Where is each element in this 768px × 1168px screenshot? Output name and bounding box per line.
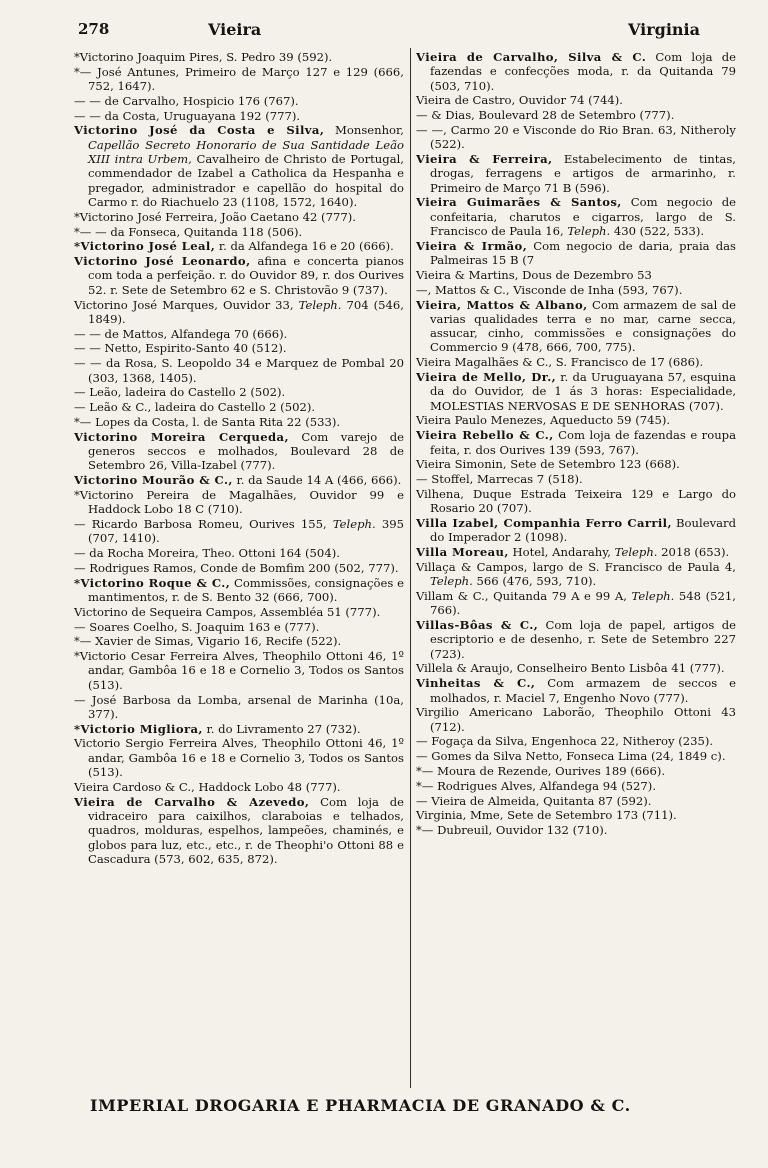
directory-entry bbox=[416, 661, 736, 675]
entry-text: Victorino de Sequeira Campos, Assembléa 51 (777). bbox=[74, 604, 381, 619]
directory-entry bbox=[74, 50, 404, 64]
directory-entry bbox=[416, 457, 736, 471]
entry-name: Vinheitas & C., bbox=[416, 676, 536, 691]
directory-entry bbox=[416, 823, 736, 837]
directory-entry bbox=[416, 472, 736, 486]
entry-text: Teleph. bbox=[614, 545, 658, 560]
entry-text: r. do Livramento 27 (732). bbox=[202, 721, 361, 736]
directory-entry bbox=[74, 327, 404, 341]
entry-name: Vieira Rebello & C., bbox=[416, 428, 554, 443]
entry-name: *Victorio Migliora, bbox=[74, 721, 203, 736]
entry-text: 566 (476, 593, 710). bbox=[472, 574, 597, 589]
entry-text: r. da Alfandega 16 e 20 (666). bbox=[215, 239, 394, 254]
directory-entry bbox=[416, 283, 736, 297]
directory-entry bbox=[74, 473, 404, 487]
entry-text: Com varejo de generos seccos e molhados, Boulevard 28 de Setembro 26, Villa-Izabel (777). bbox=[88, 429, 405, 473]
entry-name: Vieira, Mattos & Albano, bbox=[416, 297, 588, 312]
entry-text: Monsenhor, bbox=[324, 123, 404, 138]
directory-entry bbox=[416, 487, 736, 516]
directory-entry bbox=[74, 605, 404, 619]
directory-entry bbox=[74, 517, 404, 546]
entry-name: Villas-Bôas & C., bbox=[416, 618, 539, 633]
directory-entry bbox=[416, 370, 736, 413]
directory-entry bbox=[74, 546, 404, 560]
entry-name: Victorino José da Costa e Silva, bbox=[74, 123, 325, 138]
directory-entry bbox=[416, 428, 736, 457]
entry-name: *Victorino Roque & C., bbox=[74, 575, 231, 590]
directory-entry bbox=[74, 795, 404, 866]
entry-text: *— Dubreuil, Ouvidor 132 (710). bbox=[416, 823, 608, 838]
entry-name: Victorino José Leonardo, bbox=[74, 254, 251, 269]
entry-text: *— Rodrigues Alves, Alfandega 94 (527). bbox=[416, 778, 657, 793]
entry-text: r. da Uruguayana 57, esquina da do Ouvidor, de 1 ás 3 horas: Especialidade, MOLESTIAS NERVOSAS E DE SENHORAS (707). bbox=[430, 370, 737, 413]
entry-text: Vieira Cardoso & C., Haddock Lobo 48 (777). bbox=[74, 779, 341, 794]
entry-text: 548 (521, 766). bbox=[430, 588, 736, 618]
directory-entry bbox=[416, 560, 736, 589]
directory-entry bbox=[74, 722, 404, 736]
directory-entry bbox=[416, 195, 736, 238]
entry-name: Villa Moreau, bbox=[416, 545, 509, 560]
directory-entry bbox=[74, 254, 404, 297]
directory-entry bbox=[74, 649, 404, 692]
directory-entry bbox=[416, 705, 736, 734]
entry-name: Vieira & Ferreira, bbox=[416, 152, 553, 167]
entry-text: *Victorino Pereira de Magalhães, Ouvidor 99 e Haddock Lobo 18 C (710). bbox=[74, 487, 404, 517]
entry-text: — Soares Coelho, S. Joaquim 163 e (777). bbox=[74, 619, 320, 634]
entry-text: 2018 (653). bbox=[657, 545, 730, 560]
entry-text: — Ricardo Barbosa Romeu, Ourives 155, bbox=[74, 517, 333, 531]
entry-text: Victorino José Marques, Ouvidor 33, bbox=[74, 297, 299, 312]
entry-text: — Leão, ladeira do Castello 2 (502). bbox=[74, 385, 286, 400]
entry-text: — Stoffel, Marrecas 7 (518). bbox=[416, 472, 583, 487]
entry-text: *— Moura de Rezende, Ourives 189 (666). bbox=[416, 764, 666, 779]
page-header bbox=[78, 20, 740, 46]
directory-entry bbox=[416, 734, 736, 748]
directory-entry bbox=[416, 764, 736, 778]
entry-text: *— José Antunes, Primeiro de Março 127 e 129 (666, 752, 1647). bbox=[74, 64, 404, 94]
entry-name: Vieira de Mello, Dr., bbox=[416, 370, 557, 385]
entry-text: Teleph. bbox=[332, 517, 376, 531]
directory-entry bbox=[416, 108, 736, 122]
directory-entry bbox=[74, 488, 404, 517]
directory-entry bbox=[416, 676, 736, 705]
entry-text: — Gomes da Silva Netto, Fonseca Lima (24, 1849 c). bbox=[416, 749, 726, 764]
directory-entry bbox=[416, 239, 736, 268]
entry-text: Boulevard do Imperador 2 (1098). bbox=[430, 516, 737, 545]
directory-entry bbox=[74, 620, 404, 634]
entry-name: *Victorino José Leal, bbox=[74, 239, 216, 254]
directory-entry bbox=[416, 779, 736, 793]
entry-text: Teleph. bbox=[430, 574, 473, 589]
entry-text: Vieira Paulo Menezes, Aqueducto 59 (745). bbox=[416, 413, 671, 428]
entry-text: Com armazem de sal de varias qualidades terra e no mar, carne secca, assucar, cinho, commissões e consignações do Commercio 9 (478, 666, 700, 775). bbox=[430, 297, 737, 355]
entry-text: Villam & C., Quitanda 79 A e 99 A, bbox=[416, 588, 632, 603]
entry-name: Victorino Mourão & C., bbox=[74, 473, 233, 488]
directory-entry bbox=[74, 736, 404, 779]
right-column bbox=[416, 50, 736, 838]
entry-name: Villa Izabel, Companhia Ferro Carril, bbox=[416, 516, 672, 530]
entry-text: Victorio Sergio Ferreira Alves, Theophilo Ottoni 46, 1º andar, Gambôa 16 e 18 e Cornelio 3, Todos os Santos (513). bbox=[74, 736, 404, 780]
directory-entry bbox=[74, 298, 404, 327]
directory-entry bbox=[74, 225, 404, 239]
entry-text: — — da Costa, Uruguayana 192 (777). bbox=[74, 108, 301, 123]
directory-entry bbox=[416, 93, 736, 107]
entry-name: Vieira de Carvalho & Azevedo, bbox=[74, 794, 310, 809]
entry-text: afina e concerta pianos com toda a perfeição. r. do Ouvidor 89, r. dos Ourives 52. r. Sete de Setembro 62 e S. Christovão 9 (737). bbox=[88, 254, 404, 297]
left-column bbox=[74, 50, 404, 867]
entry-text: Vieira & Martins, Dous de Dezembro 53 bbox=[416, 267, 652, 282]
entry-text: *Victorino Joaquim Pires, S. Pedro 39 (592). bbox=[74, 50, 333, 64]
directory-entry bbox=[416, 123, 736, 152]
directory-entry bbox=[416, 808, 736, 822]
directory-entry bbox=[74, 415, 404, 429]
advertisement-footer: IMPERIAL DROGARIA E PHARMACIA DE GRANADO & C. bbox=[90, 1096, 631, 1115]
directory-entry bbox=[416, 298, 736, 355]
entry-text: Teleph. bbox=[298, 297, 342, 312]
entry-text: Com negocio de confeitaria, charutos e cigarros, largo de S. Francisco de Paula 16, bbox=[430, 195, 736, 239]
entry-text: Cavalheiro de Christo de Portugal, commendador de Izabel a Catholica da Hespanha e pregador, administrador e capellão do hospital do Carmo r. do Riachuelo 23 (1108, 1572, 1640). bbox=[88, 152, 404, 209]
entry-text: Com loja de fazendas e confecções moda, r. da Quitanda 79 (503, 710). bbox=[430, 50, 736, 93]
directory-entry bbox=[416, 152, 736, 195]
column-divider bbox=[410, 48, 411, 1088]
entry-text: 430 (522, 533). bbox=[610, 224, 705, 239]
entry-text: — José Barbosa da Lomba, arsenal de Marinha (10a, 377). bbox=[74, 692, 404, 721]
entry-text: Teleph. bbox=[567, 224, 611, 239]
entry-name: Vieira de Carvalho, Silva & C. bbox=[416, 50, 647, 64]
entry-text: *— Xavier de Simas, Vigario 16, Recife (522). bbox=[74, 634, 342, 649]
directory-entry bbox=[74, 65, 404, 94]
left-running-head: Vieira bbox=[208, 20, 262, 39]
directory-entry bbox=[74, 341, 404, 355]
directory-entry bbox=[416, 794, 736, 808]
entry-name: Vieira & Irmão, bbox=[416, 238, 528, 253]
entry-text: — Vieira de Almeida, Quitanta 87 (592). bbox=[416, 793, 652, 808]
entry-text: r. da Saude 14 A (466, 666). bbox=[232, 473, 402, 488]
entry-text: Estabelecimento de tintas, drogas, ferragens e artigos de armarinho, r. Primeiro de Março 71 B (596). bbox=[430, 152, 736, 195]
entry-text: — — de Mattos, Alfandega 70 (666). bbox=[74, 326, 288, 341]
entry-text: *— — da Fonseca, Quitanda 118 (506). bbox=[74, 224, 303, 239]
directory-entry bbox=[74, 94, 404, 108]
directory-entry bbox=[416, 50, 736, 93]
entry-text: — & Dias, Boulevard 28 de Setembro (777). bbox=[416, 108, 675, 123]
entry-text: Capellão Secreto Honorario de Sua Santidade Leão XIII intra Urbem, bbox=[88, 137, 404, 167]
entry-text: Com negocio de daria, praia das Palmeiras 15 B (7 bbox=[430, 238, 736, 268]
directory-entry bbox=[416, 589, 736, 618]
entry-text: Com loja de vidraceiro para caixilhos, claraboias e telhados, quadros, molduras, espelhos, lampeões, chaminés, e globos para luz, etc., etc., r. de Theophi'o Ottoni 88 e Cascadura (573, 602, 635, 872). bbox=[88, 794, 404, 866]
entry-text: Com loja de papel, artigos de escriptorio e de desenho, r. Sete de Setembro 227 (723). bbox=[430, 618, 736, 661]
directory-entry bbox=[74, 356, 404, 385]
entry-text: — Rodrigues Ramos, Conde de Bomfim 200 (502, 777). bbox=[74, 560, 399, 575]
entry-text: *Victorio Cesar Ferreira Alves, Theophilo Ottoni 46, 1º andar, Gambôa 16 e 18 e Cornelio 3, Todos os Santos (513). bbox=[74, 649, 404, 692]
entry-name: Victorino Moreira Cerqueda, bbox=[74, 429, 289, 444]
directory-entry bbox=[74, 780, 404, 794]
entry-text: Hotel, Andarahy, bbox=[508, 545, 615, 560]
entry-text: Teleph. bbox=[631, 588, 675, 603]
entry-text: Com loja de fazendas e roupa feita, r. dos Ourives 139 (593, 767). bbox=[430, 428, 736, 457]
entry-text: Com armazem de seccos e molhados, r. Maciel 7, Engenho Novo (777). bbox=[430, 676, 736, 705]
entry-text: Virgilio Americano Laborão, Theophilo Ottoni 43 (712). bbox=[416, 705, 736, 734]
entry-text: — —, Carmo 20 e Visconde do Rio Bran. 63, Nitheroly (522). bbox=[416, 122, 736, 152]
directory-entry bbox=[74, 400, 404, 414]
entry-text: Vieira Simonin, Sete de Setembro 123 (668). bbox=[416, 457, 680, 472]
entry-text: — — da Rosa, S. Leopoldo 34 e Marquez de Pombal 20 (303, 1368, 1405). bbox=[74, 356, 404, 385]
right-running-head: Virginia bbox=[628, 20, 700, 39]
directory-entry bbox=[416, 618, 736, 661]
entry-text: Villaça & Campos, largo de S. Francisco de Paula 4, bbox=[416, 559, 736, 574]
entry-text: 395 (707, 1410). bbox=[88, 517, 404, 546]
entry-text: — Fogaça da Silva, Engenhoca 22, Nitheroy (235). bbox=[416, 734, 714, 749]
page-number: 278 bbox=[78, 20, 110, 38]
entry-text: — Leão & C., ladeira do Castello 2 (502). bbox=[74, 400, 316, 415]
directory-entry bbox=[74, 239, 404, 253]
directory-entry bbox=[74, 210, 404, 224]
directory-entry bbox=[74, 576, 404, 605]
directory-entry bbox=[74, 693, 404, 722]
entry-text: Villela & Araujo, Conselheiro Bento Lisbôa 41 (777). bbox=[416, 661, 725, 676]
entry-text: *— Lopes da Costa, l. de Santa Rita 22 (533). bbox=[74, 414, 341, 429]
entry-text: Commissões, consignações e mantimentos, r. de S. Bento 32 (666, 700). bbox=[88, 575, 404, 604]
directory-entry bbox=[74, 561, 404, 575]
directory-entry bbox=[74, 123, 404, 209]
entry-text: Vilhena, Duque Estrada Teixeira 129 e Largo do Rosario 20 (707). bbox=[416, 486, 736, 516]
entry-text: Virginia, Mme, Sete de Setembro 173 (711). bbox=[416, 808, 677, 823]
directory-entry bbox=[74, 634, 404, 648]
entry-text: 704 (546, 1849). bbox=[88, 297, 404, 326]
directory-entry bbox=[416, 749, 736, 763]
entry-text: — — de Carvalho, Hospicio 176 (767). bbox=[74, 93, 299, 108]
directory-entry bbox=[74, 385, 404, 399]
directory-entry bbox=[416, 268, 736, 282]
directory-entry bbox=[416, 355, 736, 369]
directory-entry bbox=[416, 413, 736, 427]
directory-entry bbox=[74, 430, 404, 473]
entry-text: Vieira Magalhães & C., S. Francisco de 17 (686). bbox=[416, 355, 704, 370]
directory-entry bbox=[416, 545, 736, 559]
entry-name: Vieira Guimarães & Santos, bbox=[416, 195, 622, 210]
entry-text: Vieira de Castro, Ouvidor 74 (744). bbox=[416, 93, 623, 108]
directory-entry bbox=[74, 109, 404, 123]
entry-text: —, Mattos & C., Visconde de Inha (593, 767). bbox=[416, 282, 683, 297]
directory-entry bbox=[416, 516, 736, 545]
entry-text: *Victorino José Ferreira, João Caetano 42 (777). bbox=[74, 209, 356, 224]
entry-text: — da Rocha Moreira, Theo. Ottoni 164 (504). bbox=[74, 546, 340, 561]
entry-text: — — Netto, Espirito-Santo 40 (512). bbox=[74, 341, 287, 356]
